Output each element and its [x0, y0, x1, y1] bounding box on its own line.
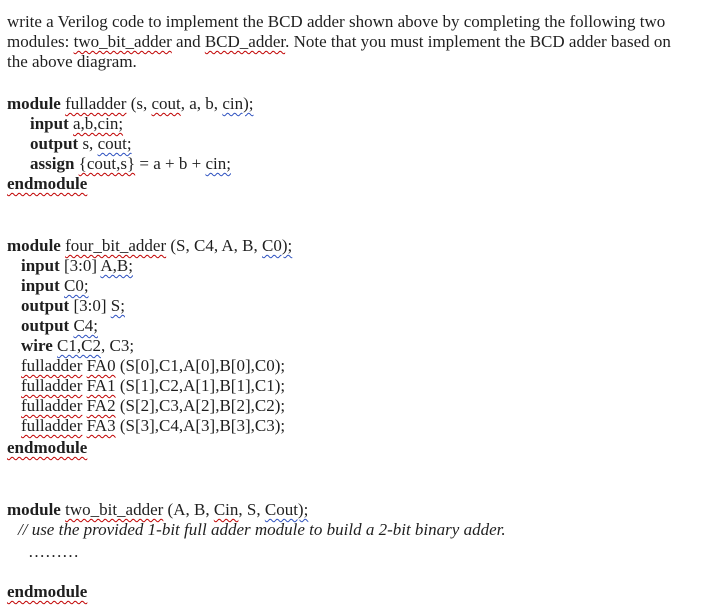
- port-c0: C0);: [262, 236, 293, 255]
- code-text: [3:0]: [59, 256, 101, 275]
- instance-fa2: [21, 396, 285, 416]
- port-cout: cout;: [97, 134, 132, 153]
- instance-fa1: [21, 376, 285, 396]
- code-text: = a + b +: [135, 154, 206, 173]
- four-bit-input-2: [21, 276, 89, 296]
- four-bit-output-2: [21, 316, 98, 336]
- keyword-output: output: [21, 316, 70, 335]
- keyword-input: input: [21, 276, 60, 295]
- keyword-input: input: [21, 256, 60, 275]
- four-bit-wire: [21, 336, 134, 356]
- instance-name: FA3: [86, 416, 116, 435]
- port-cout: Cout);: [264, 500, 309, 519]
- intro-text: . Note that you must implement the BCD adder based on: [285, 32, 671, 51]
- code-text: , C3;: [100, 336, 135, 355]
- input-port-c0: C0;: [64, 276, 89, 295]
- code-text: , a, b,: [180, 94, 223, 113]
- instance-module: fulladder: [21, 416, 83, 435]
- instance-module: fulladder: [21, 396, 83, 415]
- four-bit-header: [7, 236, 292, 256]
- code-text: (A, B,: [163, 500, 214, 519]
- keyword-assign: assign: [30, 154, 75, 173]
- four-bit-end: [7, 438, 87, 458]
- fulladder-end: [7, 174, 87, 194]
- fulladder-input: [30, 114, 123, 134]
- keyword-endmodule: endmodule: [7, 582, 88, 601]
- two-bit-comment: // use the provided 1-bit full adder module to build a 2-bit binary adder.: [18, 520, 506, 539]
- instance-ports: (S[1],C2,A[1],B[1],C1);: [115, 376, 286, 395]
- module-name: fulladder: [65, 94, 127, 113]
- code-text: s,: [78, 134, 98, 153]
- code-text: (S, C4, A, B,: [166, 236, 263, 255]
- instance-fa0: [21, 356, 285, 376]
- output-port-s: S;: [110, 296, 125, 315]
- fulladder-assign: [30, 154, 231, 174]
- port-cout: cout: [151, 94, 181, 113]
- assign-cin: cin;: [205, 154, 231, 173]
- module-ref-bcd-adder: BCD_adder: [204, 32, 286, 51]
- output-port-c4: C4;: [73, 316, 98, 335]
- intro-line-2: [7, 32, 671, 52]
- assign-lhs: {cout,s}: [78, 154, 136, 173]
- instance-module: fulladder: [21, 356, 83, 375]
- two-bit-header: [7, 500, 308, 520]
- code-text: , S,: [238, 500, 265, 519]
- instance-ports: (S[0],C1,A[0],B[0],C0);: [115, 356, 286, 375]
- module-name: four_bit_adder: [65, 236, 167, 255]
- module-name: two_bit_adder: [65, 500, 164, 519]
- port-cin: Cin: [213, 500, 239, 519]
- instance-name: FA2: [86, 396, 116, 415]
- intro-text: and: [171, 32, 205, 51]
- intro-text: modules:: [7, 32, 74, 51]
- input-ports: a,b,cin;: [73, 114, 124, 133]
- instance-name: FA1: [86, 376, 116, 395]
- fulladder-output: [30, 134, 132, 154]
- placeholder-dots: ………: [28, 542, 79, 561]
- keyword-input: input: [30, 114, 69, 133]
- keyword-output: output: [21, 296, 70, 315]
- intro-line-1: write a Verilog code to implement the BCD adder shown above by completing the following two: [7, 12, 666, 31]
- keyword-module: module: [7, 94, 61, 113]
- instance-fa3: [21, 416, 285, 436]
- fulladder-header: [7, 94, 253, 114]
- instance-ports: (S[3],C4,A[3],B[3],C3);: [115, 416, 286, 435]
- keyword-endmodule: endmodule: [7, 438, 88, 457]
- wire-names: C1,C2: [57, 336, 101, 355]
- instance-name: FA0: [86, 356, 116, 375]
- keyword-wire: wire: [21, 336, 53, 355]
- code-text: [3:0]: [69, 296, 111, 315]
- four-bit-input-1: [21, 256, 133, 276]
- two-bit-end: [7, 582, 87, 602]
- instance-module: fulladder: [21, 376, 83, 395]
- keyword-output: output: [30, 134, 79, 153]
- keyword-module: module: [7, 500, 61, 519]
- intro-line-3: the above diagram.: [7, 52, 137, 71]
- input-ports: A,B;: [100, 256, 133, 275]
- module-ref-two-bit-adder: two_bit_adder: [73, 32, 172, 51]
- four-bit-output-1: [21, 296, 125, 316]
- keyword-endmodule: endmodule: [7, 174, 88, 193]
- code-text: (s,: [126, 94, 152, 113]
- port-cin: cin);: [222, 94, 254, 113]
- instance-ports: (S[2],C3,A[2],B[2],C2);: [115, 396, 286, 415]
- keyword-module: module: [7, 236, 61, 255]
